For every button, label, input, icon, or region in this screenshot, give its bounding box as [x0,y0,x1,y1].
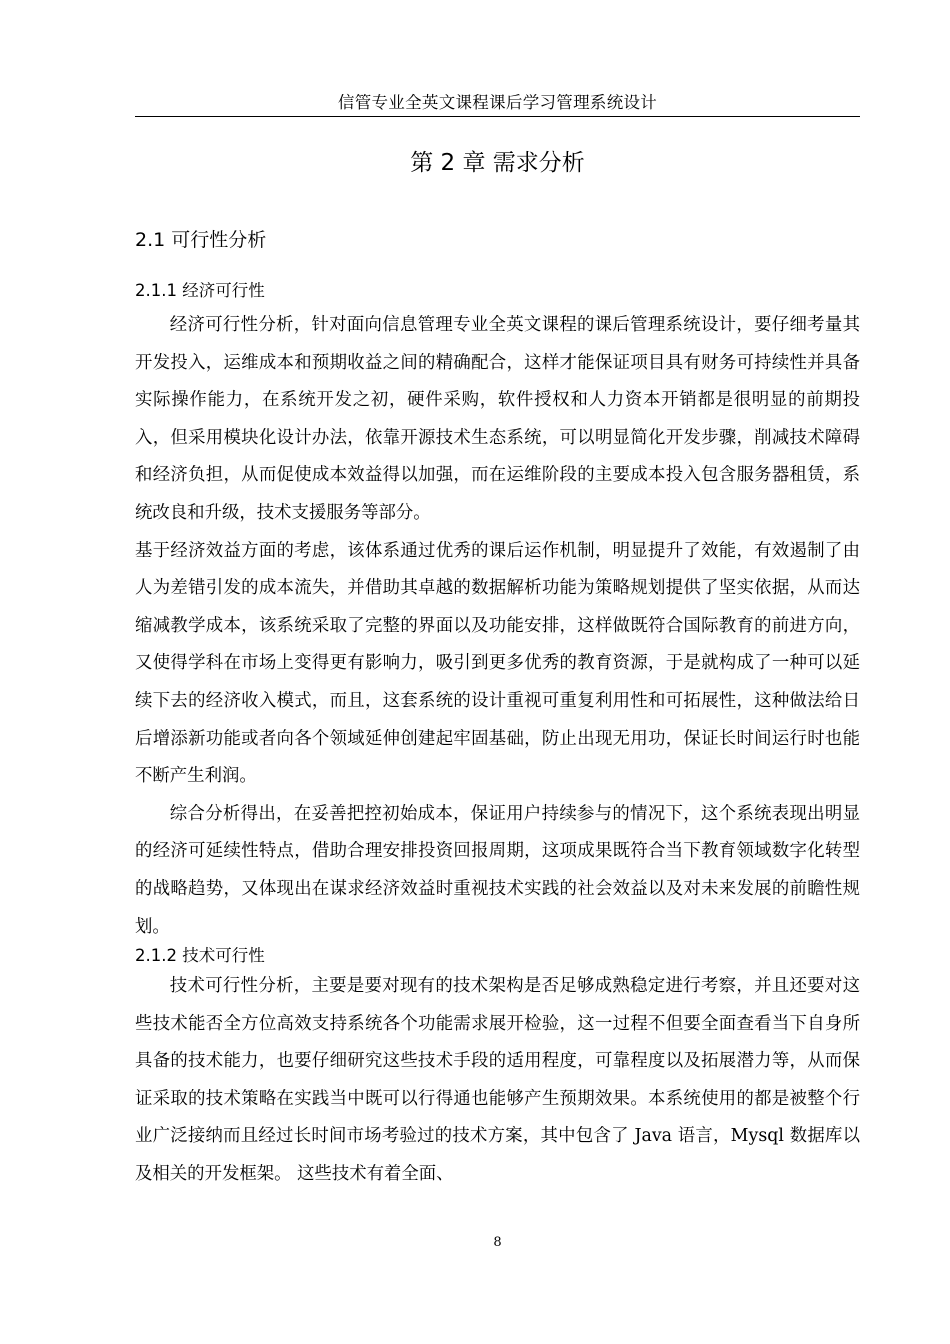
paragraph: 综合分析得出，在妥善把控初始成本，保证用户持续参与的情况下，这个系统表现出明显的经济可延续性特点，借助合理安排投资回报周期，这项成果既符合当下教育领域数字化转型的战略趋势，又体现出在谋求经济效益时重视技术实践的社会效益以及对未来发展的前瞻性规划。 [135,803,860,937]
page-number: 8 [493,1235,502,1250]
subsection-title-2-1-2: 2.1.2 技术可行性 [135,946,265,965]
subsection-title-2-1-1: 2.1.1 经济可行性 [135,281,265,300]
subsection-2-1-1-body [135,307,860,946]
subsection-2-1-2-body [135,968,860,1194]
paragraph: 基于经济效益方面的考虑，该体系通过优秀的课后运作机制，明显提升了效能，有效遏制了由人为差错引发的成本流失，并借助其卓越的数据解析功能为策略规划提供了坚实依据，从而达缩减教学成本，该系统采取了完整的界面以及功能安排，这样做既符合国际教育的前进方向，又使得学科在市场上变得更有影响力，吸引到更多优秀的教育资源，于是就构成了一种可以延续下去的经济收入模式，而且，这套系统的设计重视可重复利用性和可拓展性，这种做法给日后增添新功能或者向各个领域延伸创建起牢固基础，防止出现无用功，保证长时间运行时也能不断产生利润。 [135,540,860,787]
section-title-2-1: 2.1 可行性分析 [135,229,267,251]
chapter-title: 第 2 章 需求分析 [410,150,585,176]
paragraph: 技术可行性分析，主要是要对现有的技术架构是否足够成熟稳定进行考察，并且还要对这些技术能否全方位高效支持系统各个功能需求展开检验，这一过程不但要全面查看当下自身所具备的技术能力，也要仔细研究这些技术手段的适用程度，可靠程度以及拓展潜力等，从而保证采取的技术策略在实践当中既可以行得通也能够产生预期效果。本系统使用的都是被整个行业广泛接纳而且经过长时间市场考验过的技术方案，其中包含了 Java 语言，Mysql 数据库以及相关的开发框架。 这些技术有着全面、 [135,976,860,1184]
header-rule [135,116,860,117]
paragraph: 经济可行性分析，针对面向信息管理专业全英文课程的课后管理系统设计，要仔细考量其开发投入，运维成本和预期收益之间的精确配合，这样才能保证项目具有财务可持续性并具备实际操作能力，在系统开发之初，硬件采购，软件授权和人力资本开销都是很明显的前期投入，但采用模块化设计办法，依靠开源技术生态系统，可以明显简化开发步骤，削减技术障碍和经济负担，从而促使成本效益得以加强，而在运维阶段的主要成本投入包含服务器租赁，系统改良和升级，技术支援服务等部分。 [135,315,860,523]
running-header: 信管专业全英文课程课后学习管理系统设计 [337,93,658,112]
